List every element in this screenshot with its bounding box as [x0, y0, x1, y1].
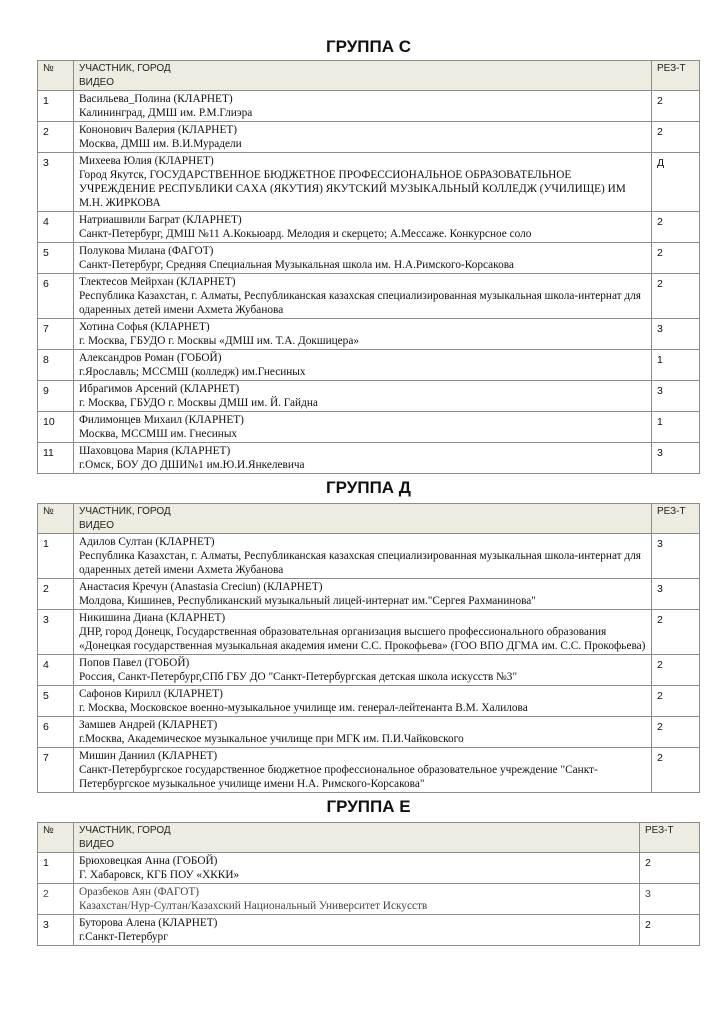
participant-info: Санкт-Петербург, Средняя Специальная Музыкальная школа им. Н.А.Римского-Корсакова: [79, 259, 514, 271]
row-number: 7: [38, 748, 74, 793]
table-row: [38, 212, 700, 243]
table-row: [38, 122, 700, 153]
participant-info: г. Москва, ГБУДО г. Москвы «ДМШ им. Т.А. Докшицера»: [79, 335, 359, 347]
header-video-label: ВИДЕО: [79, 76, 115, 88]
table-row: [38, 381, 700, 412]
participant-cell: [74, 443, 652, 474]
header-participant: [74, 61, 652, 91]
participant-info: Казахстан/Нур-Султан/Казахский Национальный Университет Искусств: [79, 900, 428, 912]
participant-cell: [74, 122, 652, 153]
header-participant-label: УЧАСТНИК, ГОРОД: [79, 825, 171, 836]
participant-name: Александров Роман (ГОБОЙ): [79, 352, 222, 364]
table-row: [38, 443, 700, 474]
table-row: [38, 412, 700, 443]
result-value: 2: [652, 686, 700, 717]
row-number: 4: [38, 655, 74, 686]
row-number: 1: [38, 534, 74, 579]
participant-name: Тлектесов Мейрхан (КЛАРНЕТ): [79, 276, 236, 288]
result-value: 3: [640, 884, 700, 915]
participant-info: г.Омск, БОУ ДО ДШИ№1 им.Ю.И.Янкелевича: [79, 459, 305, 471]
result-value: 2: [652, 212, 700, 243]
header-participant: [74, 823, 640, 853]
group-c-title: ГРУППА С: [325, 37, 412, 56]
participant-name: Анастасия Кречун (Anastasia Creciun) (КЛАРНЕТ): [79, 581, 323, 593]
participant-info: Г. Хабаровск, КГБ ПОУ «ХККИ»: [79, 869, 240, 881]
row-number: 9: [38, 381, 74, 412]
participant-info: г. Москва, Московское военно-музыкальное училище им. генерал-лейтенанта В.М. Халилова: [79, 702, 528, 714]
table-row: [38, 915, 700, 946]
result-value: 3: [652, 534, 700, 579]
group-c-table: [37, 60, 700, 474]
participant-info: г.Москва, Академическое музыкальное училище при МГК им. П.И.Чайковского: [79, 733, 464, 745]
row-number: 8: [38, 350, 74, 381]
participant-name: Мишин Даниил (КЛАРНЕТ): [79, 750, 218, 762]
participant-name: Сафонов Кирилл (КЛАРНЕТ): [79, 688, 223, 700]
table-header-row: [38, 61, 700, 91]
participant-name: Натриашвили Баграт (КЛАРНЕТ): [79, 214, 242, 226]
row-number: 6: [38, 274, 74, 319]
table-row: [38, 655, 700, 686]
table-row: [38, 243, 700, 274]
participant-info: Санкт-Петербургское государственное бюджетное профессиональное образовательное учреждение "Санкт-Петербургское музыкальное училище имени Н.А. Римского-Корсакова": [79, 764, 598, 790]
table-row: [38, 350, 700, 381]
participant-cell: [74, 579, 652, 610]
result-value: 1: [652, 412, 700, 443]
participant-name: Никишина Диана (КЛАРНЕТ): [79, 612, 226, 624]
participant-name: Ибрагимов Арсений (КЛАРНЕТ): [79, 383, 240, 395]
participant-cell: [74, 274, 652, 319]
row-number: 5: [38, 686, 74, 717]
header-participant: [74, 504, 652, 534]
participant-cell: [74, 655, 652, 686]
header-result: РЕЗ-Т: [652, 61, 700, 91]
result-value: 3: [652, 319, 700, 350]
header-video-label: ВИДЕО: [79, 519, 115, 531]
row-number: 2: [38, 884, 74, 915]
row-number: 2: [38, 122, 74, 153]
participant-name: Брюховецкая Анна (ГОБОЙ): [79, 855, 218, 867]
row-number: 1: [38, 853, 74, 884]
header-participant-label: УЧАСТНИК, ГОРОД: [79, 63, 171, 74]
result-value: 2: [652, 655, 700, 686]
table-row: [38, 748, 700, 793]
participant-name: Буторова Алена (КЛАРНЕТ): [79, 917, 218, 929]
participant-cell: [74, 748, 652, 793]
group-d-title: ГРУППА Д: [326, 478, 411, 497]
table-row: [38, 91, 700, 122]
participant-cell: [74, 915, 640, 946]
participant-name: Кононович Валерия (КЛАРНЕТ): [79, 124, 238, 136]
participant-name: Филимонцев Михаил (КЛАРНЕТ): [79, 414, 244, 426]
result-value: Д: [652, 153, 700, 212]
participant-cell: [74, 717, 652, 748]
participant-cell: [74, 534, 652, 579]
participant-cell: [74, 212, 652, 243]
row-number: 1: [38, 91, 74, 122]
result-value: 2: [652, 748, 700, 793]
participant-name: Михеева Юлия (КЛАРНЕТ): [79, 155, 214, 167]
row-number: 2: [38, 579, 74, 610]
group-e-table: [37, 822, 700, 946]
row-number: 5: [38, 243, 74, 274]
participant-info: Санкт-Петербург, ДМШ №11 А.Кокьюард. Мелодия и скерцето; А.Мессаже. Конкурсное соло: [79, 228, 532, 240]
row-number: 3: [38, 915, 74, 946]
table-header-row: [38, 504, 700, 534]
result-value: 1: [652, 350, 700, 381]
participant-info: Москва, ДМШ им. В.И.Мурадели: [79, 138, 242, 150]
result-value: 3: [652, 443, 700, 474]
row-number: 10: [38, 412, 74, 443]
table-row: [38, 686, 700, 717]
table-row: [38, 884, 700, 915]
result-value: 2: [652, 243, 700, 274]
participant-info: Москва, МССМШ им. Гнесиных: [79, 428, 238, 440]
row-number: 4: [38, 212, 74, 243]
participant-cell: [74, 350, 652, 381]
participant-info: г.Санкт-Петербург: [79, 931, 168, 943]
group-d-table: [37, 503, 700, 793]
result-value: 3: [652, 381, 700, 412]
participant-info: Калининград, ДМШ им. Р.М.Глиэра: [79, 107, 253, 119]
participant-info: г. Москва, ГБУДО г. Москвы ДМШ им. Й. Гайдна: [79, 397, 318, 409]
table-header-row: [38, 823, 700, 853]
table-row: [38, 610, 700, 655]
participant-cell: [74, 610, 652, 655]
participant-cell: [74, 853, 640, 884]
participant-info: Республика Казахстан, г. Алматы, Республиканская казахская специализированная музыкальная школа-интернат для одаренных детей имени Ахмета Жубанова: [79, 550, 642, 576]
result-value: 2: [640, 915, 700, 946]
header-video-label: ВИДЕО: [79, 838, 115, 850]
result-value: 2: [640, 853, 700, 884]
participant-cell: [74, 153, 652, 212]
participant-cell: [74, 91, 652, 122]
participant-name: Оразбеков Аян (ФАГОТ): [79, 886, 200, 898]
result-value: 2: [652, 274, 700, 319]
participant-info: Республика Казахстан, г. Алматы, Республиканская казахская специализированная музыкальная школа-интернат для одаренных детей имени Ахмета Жубанова: [79, 290, 642, 316]
participant-name: Замшев Андрей (КЛАРНЕТ): [79, 719, 218, 731]
participant-info: Город Якутск, ГОСУДАРСТВЕННОЕ БЮДЖЕТНОЕ ПРОФЕССИОНАЛЬНОЕ ОБРАЗОВАТЕЛЬНОЕ УЧРЕЖДЕНИЕ РЕСПУБЛИКИ САХА (ЯКУТИЯ) ЯКУТСКИЙ МУЗЫКАЛЬНЫЙ КОЛЛЕДЖ (УЧИЛИЩЕ) ИМ М.Н. ЖИРКОВА: [79, 169, 626, 209]
header-num: №: [38, 504, 74, 534]
participant-cell: [74, 243, 652, 274]
row-number: 3: [38, 610, 74, 655]
header-result: РЕЗ-Т: [640, 823, 700, 853]
participant-name: Адилов Султан (КЛАРНЕТ): [79, 536, 215, 548]
participant-info: Россия, Санкт-Петербург,СПб ГБУ ДО "Санкт-Петербургская детская школа искусств №3": [79, 671, 518, 683]
participant-info: ДНР, город Донецк, Государственная образовательная организация высшего профессионального образования «Донецкая государственная музыкальная академия имени С.С. Прокофьева» (ГОО ВПО ДГМА им. С.С. Прокофьева): [79, 626, 646, 652]
table-row: [38, 717, 700, 748]
participant-name: Шаховцова Мария (КЛАРНЕТ): [79, 445, 231, 457]
result-value: 2: [652, 91, 700, 122]
participant-info: Молдова, Кишинев, Республиканский музыкальный лицей-интернат им."Сергея Рахманинова": [79, 595, 536, 607]
results-page: [37, 36, 700, 946]
row-number: 11: [38, 443, 74, 474]
row-number: 7: [38, 319, 74, 350]
group-e-title: ГРУППА Е: [326, 797, 411, 816]
table-row: [38, 319, 700, 350]
result-value: 3: [652, 579, 700, 610]
row-number: 3: [38, 153, 74, 212]
table-row: [38, 534, 700, 579]
table-row: [38, 153, 700, 212]
header-result: РЕЗ-Т: [652, 504, 700, 534]
participant-info: г.Ярославль; МССМШ (колледж) им.Гнесиных: [79, 366, 306, 378]
participant-cell: [74, 412, 652, 443]
header-num: №: [38, 823, 74, 853]
participant-name: Полукова Милана (ФАГОТ): [79, 245, 214, 257]
table-row: [38, 853, 700, 884]
table-row: [38, 274, 700, 319]
table-row: [38, 579, 700, 610]
header-participant-label: УЧАСТНИК, ГОРОД: [79, 506, 171, 517]
participant-name: Хотина Софья (КЛАРНЕТ): [79, 321, 210, 333]
row-number: 6: [38, 717, 74, 748]
participant-cell: [74, 381, 652, 412]
result-value: 2: [652, 610, 700, 655]
participant-name: Васильева_Полина (КЛАРНЕТ): [79, 93, 233, 105]
participant-cell: [74, 884, 640, 915]
participant-name: Попов Павел (ГОБОЙ): [79, 657, 190, 669]
result-value: 2: [652, 122, 700, 153]
result-value: 2: [652, 717, 700, 748]
header-num: №: [38, 61, 74, 91]
participant-cell: [74, 686, 652, 717]
participant-cell: [74, 319, 652, 350]
